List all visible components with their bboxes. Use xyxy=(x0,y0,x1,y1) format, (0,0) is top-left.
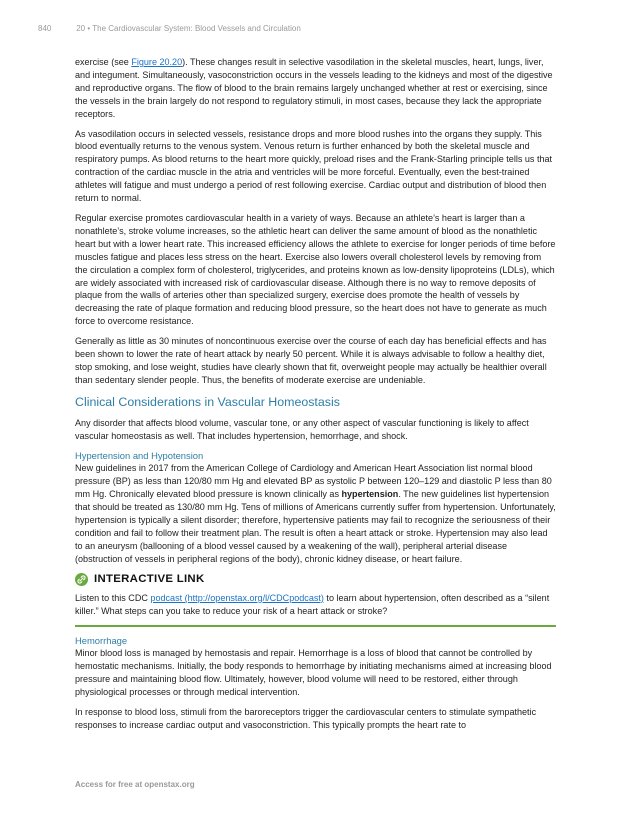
interactive-link-label: INTERACTIVE LINK xyxy=(94,572,205,585)
text-run: exercise (see xyxy=(75,57,132,67)
key-term: hypertension xyxy=(341,489,399,500)
subsection-title-hypertension: Hypertension and Hypotension xyxy=(75,449,204,461)
interactive-link-heading xyxy=(75,573,556,586)
feature-divider xyxy=(75,625,556,627)
text-run: New guidelines in 2017 from the American College of Cardiology and American Heart Association list normal blood pressure (BP) as less than 120/80 mm Hg and elevated BP as systolic P between 120–129 and diastolic P less than 80 mm Hg. Chronically elevated blood pressure is known clinically as xyxy=(75,463,552,500)
text-run: ). These changes result in selective vasodilation in the skeletal muscles, heart, lungs, liver, and integument. Simultaneously, vasoconstriction occurs in the vessels leading to the kidneys and most of the digestive and reproductive organs. The flow of blood to the brain remains largely unchanged whether at rest or exercising, since the vessels in the brain largely do not respond to regulatory stimuli, in most cases, because they lack the appropriate receptors. xyxy=(75,57,553,119)
section-title: Clinical Considerations in Vascular Homeostasis xyxy=(75,394,340,409)
paragraph-hypertension xyxy=(75,462,556,565)
paragraph-exercise-benefits: Generally as little as 30 minutes of noncontinuous exercise over the course of each day has beneficial effects and has been shown to lower the rate of heart attack by nearly 50 percent. While it is always advisable to follow a healthy diet, stop smoking, and lose weight, studies have clearly shown that fit, overweight people may actually be healthier overall than sedentary slender people. Thus, the benefits of moderate exercise are undeniable. xyxy=(75,336,547,385)
link-icon xyxy=(75,573,88,586)
running-title: 20 • The Cardiovascular System: Blood Vessels and Circulation xyxy=(76,24,301,33)
paragraph-interactive-link xyxy=(75,592,556,618)
page-number: 840 xyxy=(38,24,52,33)
running-header xyxy=(38,24,592,33)
text-run: to learn about hypertension, often described as a “silent killer.” What steps can you take to reduce your risk of a heart attack or stroke? xyxy=(75,592,550,616)
paragraph-regular-exercise: Regular exercise promotes cardiovascular health in a variety of ways. Because an athlete’s heart is larger than a nonathlete’s, stroke volume increases, so the athletic heart can deliver the same amount of blood as the nonathletic heart but with a lower heart rate. This increased efficiency allows the athlete to exercise for longer periods of time before muscles fatigue and places less stress on the heart. Exercise also lowers overall cholesterol levels by removing from the circulation a complex form of cholesterol, triglycerides, and proteins known as low-density lipoproteins (LDLs), which are widely associated with increased risk of cardiovascular disease. Although there is no way to remove deposits of plaque from the walls of arteries other than specialized surgery, exercise does promote the health of vessels by decreasing the rate of plaque formation and reducing blood pressure, so the heart does not have to generate as much force to overcome resistance. xyxy=(75,212,556,327)
page-footer: Access for free at openstax.org xyxy=(75,780,195,789)
paragraph-venous-return: As vasodilation occurs in selected vessels, resistance drops and more blood rushes into the organs they supply. This blood eventually returns to the venous system. Venous return is further enhanced by both the skeletal muscle and respiratory pumps. As blood returns to the heart more quickly, preload rises and the Frank-Starling principle tells us that contraction of the cardiac muscle in the atria and ventricles will be more forceful. Eventually, even the best-trained athletes will fatigue and must undergo a period of rest following exercise. Cardiac output and distribution of blood then return to normal. xyxy=(75,128,553,204)
page-content xyxy=(75,56,556,739)
podcast-link[interactable]: podcast (http://openstax.org/l/CDCpodcast) xyxy=(150,592,324,603)
paragraph-disorders: Any disorder that affects blood volume, vascular tone, or any other aspect of vascular functioning is likely to affect vascular homeostasis as well. That includes hypertension, hemorrhage, and shock. xyxy=(75,417,529,441)
text-run: Listen to this CDC xyxy=(75,592,151,603)
subsection-title-hemorrhage: Hemorrhage xyxy=(75,634,128,646)
paragraph-exercise-vasodilation xyxy=(75,56,556,121)
paragraph-blood-loss-response: In response to blood loss, stimuli from the baroreceptors trigger the cardiovascular centers to stimulate sympathetic responses to increase cardiac output and vasoconstriction. This typically prompts the heart rate to xyxy=(75,707,537,730)
text-run: . The new guidelines list hypertension that should be treated as 130/80 mm Hg. Tens of millions of Americans currently suffer from hypertension. Unfortunately, hypertension is typically a silent disorder; therefore, hypertensive patients may fail to recognize the seriousness of their condition and fail to follow their treatment plan. The result is often a heart attack or stroke. Hypertension may also lead to an aneurysm (ballooning of a blood vessel caused by a weakening of the wall), peripheral arterial disease (obstruction of vessels in peripheral regions of the body), chronic kidney disease, or heart failure. xyxy=(75,489,556,564)
paragraph-hemorrhage: Minor blood loss is managed by hemostasis and repair. Hemorrhage is a loss of blood that cannot be controlled by hemostatic mechanisms. Initially, the body responds to hemorrhage by initiating mechanisms aimed at increasing blood pressure and maintaining blood flow. Ultimately, however, blood volume will need to be restored, either through physiological processes or through medical intervention. xyxy=(75,648,552,698)
figure-link[interactable]: Figure 20.20 xyxy=(131,57,183,67)
